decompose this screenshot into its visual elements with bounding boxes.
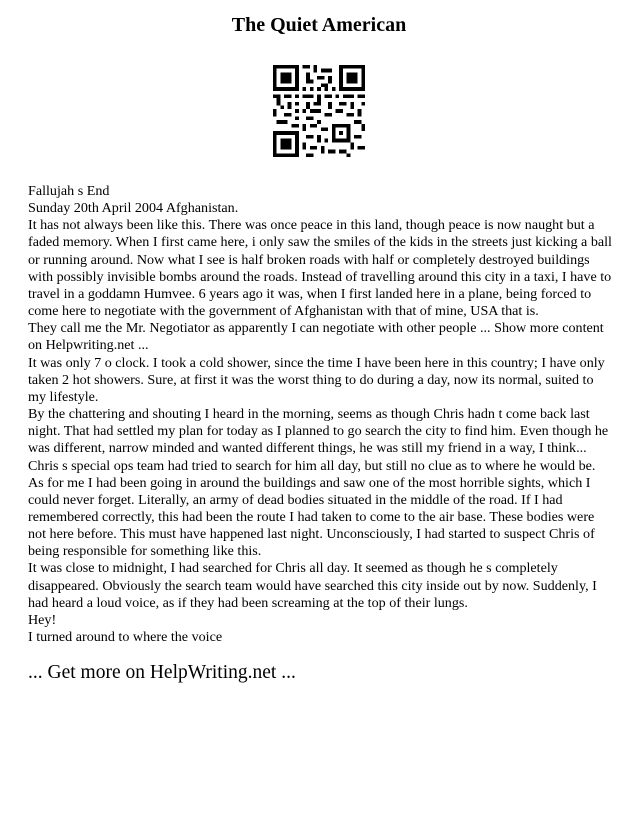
paragraph: Hey! [28, 611, 57, 628]
qr-code-icon [273, 65, 365, 157]
paragraph: It was close to midnight, I had searched for Chris all day. It seemed as though he s completely disappeared. Obviously the search team would have searched this city inside out by now. Suddenly, I had heard a loud voice, as if they had been screaming at the top of their lungs. [28, 560, 597, 611]
paragraph: By the chattering and shouting I heard in the morning, seems as though Chris hadn t come back last night. That had settled my plan for today as I planned to go search the city to find him. Even though he was different, narrow minded and wanted different things, he was still my friend in a way, I think... Chris s special ops team had tried to search for him all day, but still no clue as to where he would be. As for me I had been going in around the buildings and saw one of the most horrible sights, which I could never forget. Literally, an army of dead bodies situated in the middle of the road. If I had remembered correctly, this had been the route I had taken to come to the air base. These bodies were not here before. This must have happened last night. Unconsciously, I had started to suspect Chris of being responsible for something like this. [28, 406, 609, 560]
article-dateline: Sunday 20th April 2004 Afghanistan. [28, 200, 239, 217]
get-more-link[interactable]: ... Get more on HelpWriting.net ... [28, 662, 296, 683]
paragraph: It has not always been like this. There was once peace in this land, though peace is now naught but a faded memory. When I first came here, i only saw the smiles of the kids in the streets just kicking a ball or running around. Now what I see is half broken roads with half or completely destroyed buildings with possibly invisible bombs around the roads. Instead of travelling around this city in a taxi, I have to travel in a goddamn Humvee. 6 years ago it was, when I first landed here in a plane, being forced to come here to negotiate with the government of Afghanistan with that of mine, USA that is. [28, 217, 612, 320]
paragraph: They call me the Mr. Negotiator as apparently I can negotiate with other people ... Show more content on Helpwriting.net ... [28, 320, 604, 354]
paragraph: I turned around to where the voice [28, 629, 223, 646]
article-body [28, 183, 612, 646]
article-heading: Fallujah s End [28, 183, 110, 199]
paragraph: It was only 7 o clock. I took a cold shower, since the time I have been here in this country; I have only taken 2 hot showers. Sure, at first it was the worst thing to do during a day, now its normal, suited to my lifestyle. [28, 354, 605, 405]
document-title: The Quiet American [231, 14, 407, 36]
